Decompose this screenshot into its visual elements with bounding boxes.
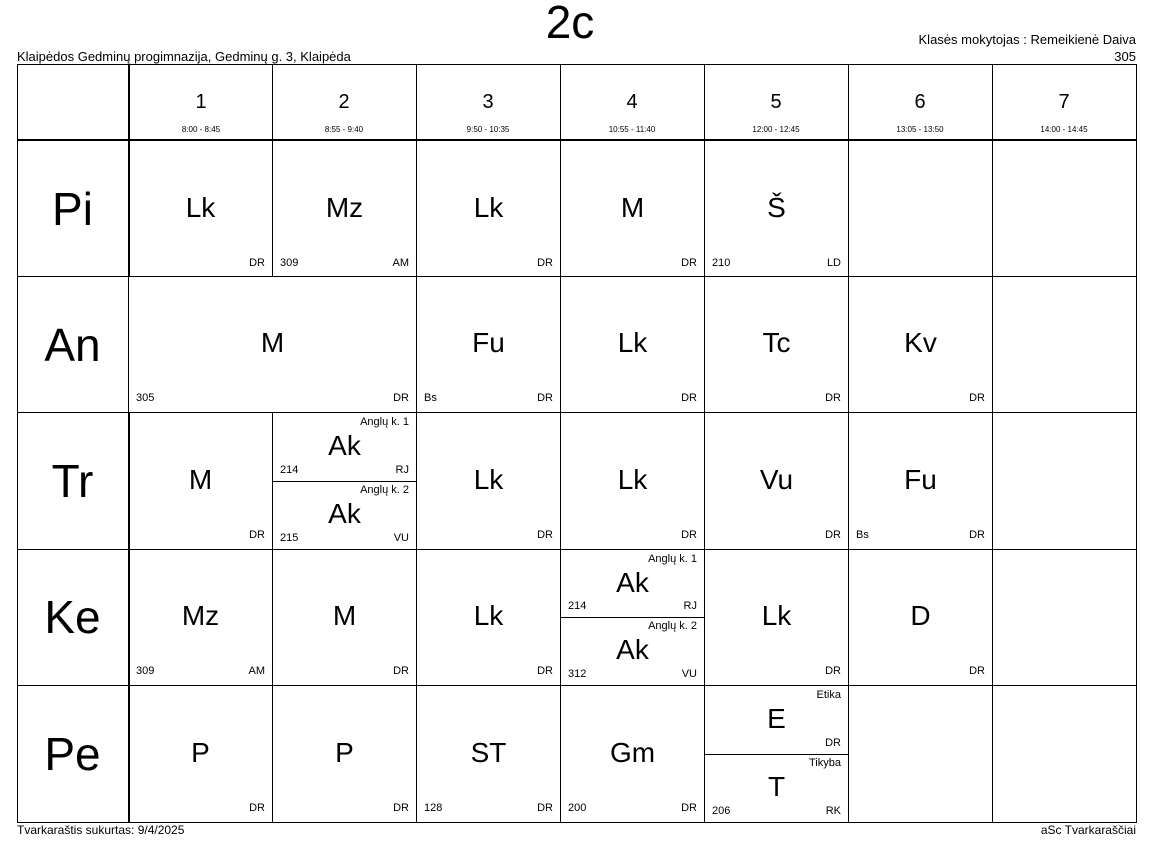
lesson-group: Anglų k. 1 (648, 553, 697, 565)
lesson-subject: Ak (328, 498, 361, 529)
lesson-teacher: DR (249, 257, 265, 269)
lesson-cell[interactable] (705, 141, 848, 276)
lesson-room: Bs (424, 392, 437, 404)
lesson-room: 214 (568, 600, 587, 612)
period-number: 2 (338, 91, 350, 113)
lesson-teacher: DR (969, 665, 985, 677)
lesson-room: 200 (568, 802, 587, 814)
period-number: 7 (1058, 91, 1070, 113)
class-room: 305 (1114, 49, 1136, 64)
lesson-cell[interactable] (129, 413, 272, 549)
class-teacher: Klasės mokytojas : Remeikienė Daiva (918, 32, 1136, 47)
split-divider (561, 617, 704, 618)
lesson-room: 312 (568, 668, 587, 680)
lesson-teacher: DR (681, 802, 697, 814)
lesson-teacher: LD (826, 257, 841, 269)
lesson-teacher: DR (681, 392, 697, 404)
lesson-teacher: DR (537, 802, 553, 814)
lesson-group: Etika (816, 689, 841, 701)
lesson-teacher: DR (969, 392, 985, 404)
lesson-teacher: DR (537, 257, 553, 269)
column-divider (992, 64, 993, 823)
lesson-subject: Lk (185, 192, 216, 223)
lesson-cell[interactable] (849, 550, 992, 685)
lesson-room: 305 (136, 392, 155, 404)
lesson-group: Anglų k. 2 (360, 484, 409, 496)
lesson-teacher: DR (537, 665, 553, 677)
period-time: 14:00 - 14:45 (1040, 125, 1088, 134)
lesson-cell[interactable] (417, 550, 560, 685)
lesson-subject: M (188, 464, 213, 495)
lesson-subject: Ak (616, 634, 649, 665)
lesson-cell[interactable] (417, 686, 560, 821)
lesson-subject: T (767, 771, 786, 802)
lesson-subject: P (191, 737, 210, 768)
lesson-subject: Lk (473, 464, 504, 495)
period-number: 5 (770, 91, 782, 113)
split-lesson-cell[interactable] (273, 413, 416, 549)
lesson-subject: Tc (762, 327, 791, 358)
lesson-room: Bs (856, 529, 869, 541)
class-title: 2c (545, 0, 595, 48)
period-time: 8:55 - 9:40 (324, 125, 364, 134)
lesson-cell[interactable] (561, 413, 704, 549)
day-label-pi: Pi (52, 183, 93, 235)
lesson-cell[interactable] (561, 686, 704, 821)
lesson-subject: M (260, 327, 285, 358)
lesson-teacher: DR (393, 802, 409, 814)
lesson-teacher: DR (537, 529, 553, 541)
lesson-subject: E (767, 703, 786, 734)
day-label-ke: Ke (44, 591, 101, 643)
lesson-cell[interactable] (273, 141, 416, 276)
day-label-an: An (44, 319, 101, 371)
timetable-grid (17, 64, 1137, 823)
lesson-subject: Ak (328, 430, 361, 461)
lesson-cell[interactable] (129, 550, 272, 685)
lesson-room: 128 (424, 802, 443, 814)
lesson-teacher: DR (825, 529, 841, 541)
period-time: 13:05 - 13:50 (896, 125, 944, 134)
lesson-room: 210 (712, 257, 731, 269)
period-number: 6 (914, 91, 926, 113)
lesson-teacher: DR (969, 529, 985, 541)
lesson-teacher: DR (537, 392, 553, 404)
lesson-teacher: DR (393, 392, 409, 404)
lesson-teacher: DR (393, 665, 409, 677)
lesson-subject: Lk (617, 464, 648, 495)
lesson-group: Tikyba (809, 757, 841, 769)
lesson-subject: Lk (617, 327, 648, 358)
period-time: 10:55 - 11:40 (608, 125, 656, 134)
lesson-group: Anglų k. 1 (360, 416, 409, 428)
lesson-teacher: DR (825, 737, 841, 749)
lesson-subject: Kv (904, 327, 937, 358)
split-lesson-cell[interactable] (561, 550, 704, 685)
lesson-teacher: DR (681, 257, 697, 269)
lesson-subject: Lk (473, 600, 504, 631)
brand-label: aSc Tvarkaraščiai (1040, 823, 1136, 837)
lesson-cell[interactable] (129, 686, 272, 821)
lesson-subject: Lk (473, 192, 504, 223)
lesson-teacher: DR (249, 529, 265, 541)
lesson-teacher: RJ (683, 600, 697, 612)
lesson-subject: D (910, 600, 931, 631)
lesson-cell[interactable] (273, 686, 416, 821)
lesson-subject: Fu (472, 327, 505, 358)
lesson-room: 309 (136, 665, 155, 677)
lesson-subject: M (620, 192, 645, 223)
lesson-cell[interactable] (705, 413, 848, 549)
lesson-subject: ST (470, 737, 507, 768)
split-divider (273, 481, 416, 482)
lesson-cell[interactable] (417, 413, 560, 549)
period-number: 4 (626, 91, 638, 113)
period-time: 9:50 - 10:35 (466, 125, 510, 134)
lesson-room: 214 (280, 464, 299, 476)
lesson-subject: Mz (325, 192, 364, 223)
lesson-cell[interactable] (129, 141, 272, 276)
lesson-cell[interactable] (561, 141, 704, 276)
split-lesson-cell[interactable] (705, 686, 848, 821)
lesson-cell[interactable] (129, 277, 416, 412)
lesson-cell[interactable] (561, 277, 704, 412)
period-time: 12:00 - 12:45 (752, 125, 800, 134)
period-time: 8:00 - 8:45 (181, 125, 221, 134)
lesson-cell[interactable] (705, 277, 848, 412)
lesson-teacher: DR (249, 802, 265, 814)
lesson-teacher: DR (825, 665, 841, 677)
lesson-subject: M (332, 600, 357, 631)
created-date: Tvarkaraštis sukurtas: 9/4/2025 (17, 823, 185, 837)
lesson-cell[interactable] (849, 413, 992, 549)
period-number: 3 (482, 91, 494, 113)
lesson-teacher: RJ (395, 464, 409, 476)
lesson-subject: Mz (181, 600, 220, 631)
lesson-subject: Vu (759, 464, 794, 495)
lesson-teacher: VU (681, 668, 697, 680)
period-number: 1 (195, 91, 207, 113)
day-label-pe: Pe (44, 728, 101, 780)
lesson-room: 215 (280, 532, 299, 544)
lesson-teacher: DR (681, 529, 697, 541)
lesson-cell[interactable] (849, 277, 992, 412)
lesson-subject: Ak (616, 567, 649, 598)
lesson-room: 206 (712, 805, 731, 817)
lesson-cell[interactable] (705, 550, 848, 685)
school-name: Klaipėdos Gedminų progimnazija, Gedminų g. 3, Klaipėda (17, 49, 351, 64)
lesson-subject: Fu (904, 464, 937, 495)
lesson-teacher: RK (825, 805, 841, 817)
day-label-tr: Tr (51, 455, 94, 507)
lesson-teacher: AM (392, 257, 409, 269)
lesson-group: Anglų k. 2 (648, 620, 697, 632)
lesson-subject: P (335, 737, 354, 768)
lesson-cell[interactable] (273, 550, 416, 685)
lesson-subject: Gm (609, 737, 656, 768)
lesson-teacher: VU (393, 532, 409, 544)
lesson-subject: Š (767, 192, 786, 223)
lesson-cell[interactable] (417, 141, 560, 276)
lesson-teacher: DR (825, 392, 841, 404)
split-divider (705, 754, 848, 755)
lesson-cell[interactable] (417, 277, 560, 412)
lesson-subject: Lk (761, 600, 792, 631)
lesson-room: 309 (280, 257, 299, 269)
lesson-teacher: AM (248, 665, 265, 677)
